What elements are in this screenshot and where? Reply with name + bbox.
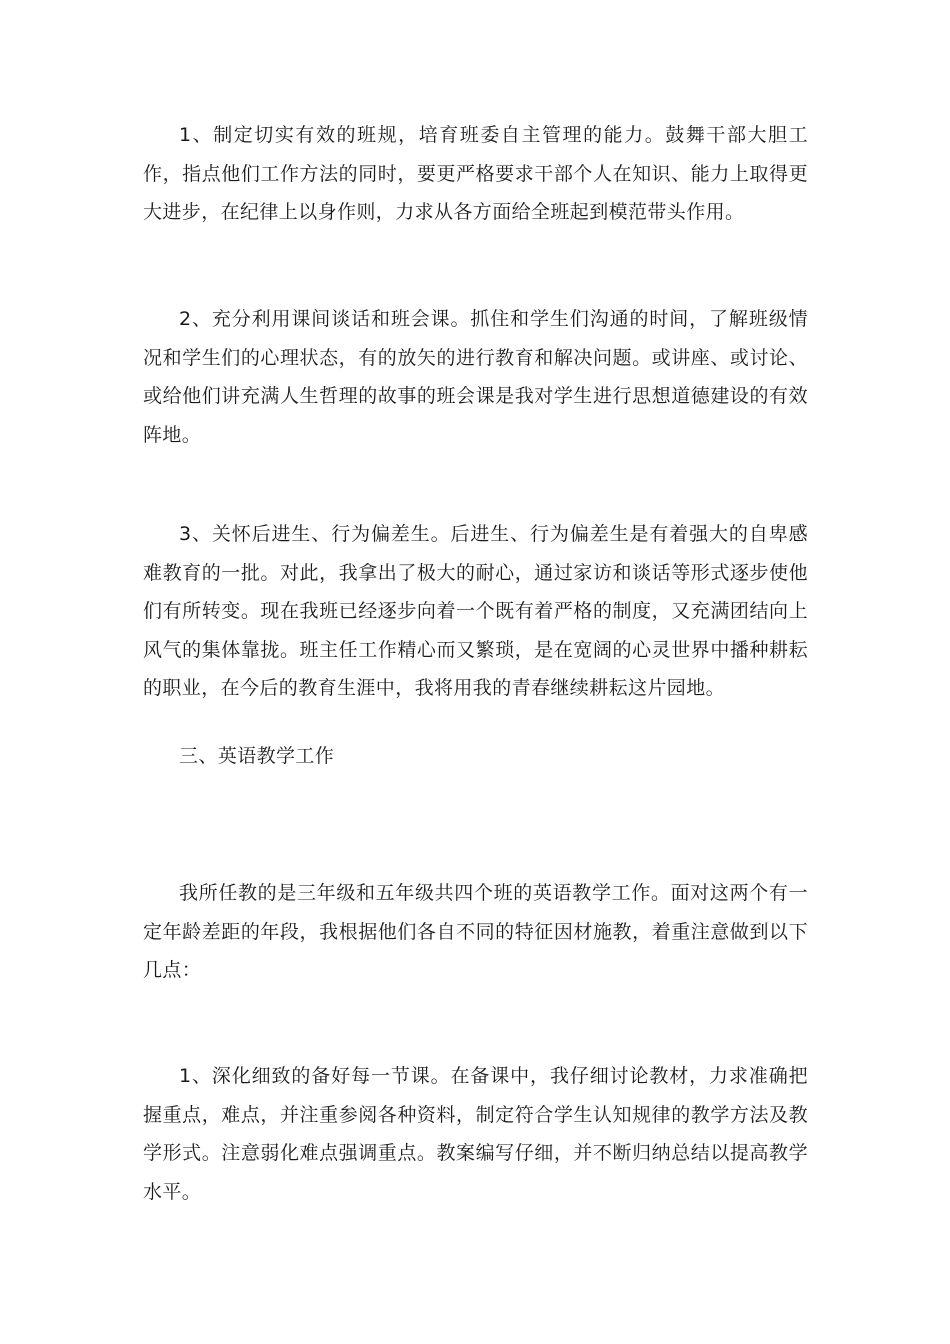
paragraph-struggling-students: 3、关怀后进生、行为偏差生。后进生、行为偏差生是有着强大的自卑感难教育的一批。对此，我拿出了极大的耐心，通过家访和谈话等形式逐步使他们有所转变。现在我班已经逐步向着一个既有着严格的制度，又充满团结向上风气的集体靠拢。班主任工作精心而又繁琐，是在宽阔的心灵世界中播种耕耘的职业，在今后的教育生涯中，我将用我的青春继续耕耘这片园地。 — [143, 523, 808, 699]
paragraph-class-rules: 1、制定切实有效的班规，培育班委自主管理的能力。鼓舞干部大胆工作，指点他们工作方法的同时，要更严格要求干部个人在知识、能力上取得更大进步，在纪律上以身作则，力求从各方面给全班起到模范带头作用。 — [143, 124, 808, 223]
paragraph-english-intro: 我所任教的是三年级和五年级共四个班的英语教学工作。面对这两个有一定年龄差距的年段，我根据他们各自不同的特征因材施教，着重注意做到以下几点： — [143, 882, 808, 981]
section-heading-english-teaching: 三、英语教学工作 — [179, 745, 335, 767]
paragraph-lesson-preparation: 1、深化细致的备好每一节课。在备课中，我仔细讨论教材，力求准确把握重点，难点，并注重参阅各种资料，制定符合学生认知规律的教学方法及教学形式。注意弱化难点强调重点。教案编写仔细，并不断归纳总结以提高教学水平。 — [143, 1065, 808, 1203]
paragraph-class-meetings: 2、充分利用课间谈话和班会课。抓住和学生们沟通的时间，了解班级情况和学生们的心理状态，有的放矢的进行教育和解决问题。或讲座、或讨论、或给他们讲充满人生哲理的故事的班会课是我对学生进行思想道德建设的有效阵地。 — [143, 308, 808, 446]
